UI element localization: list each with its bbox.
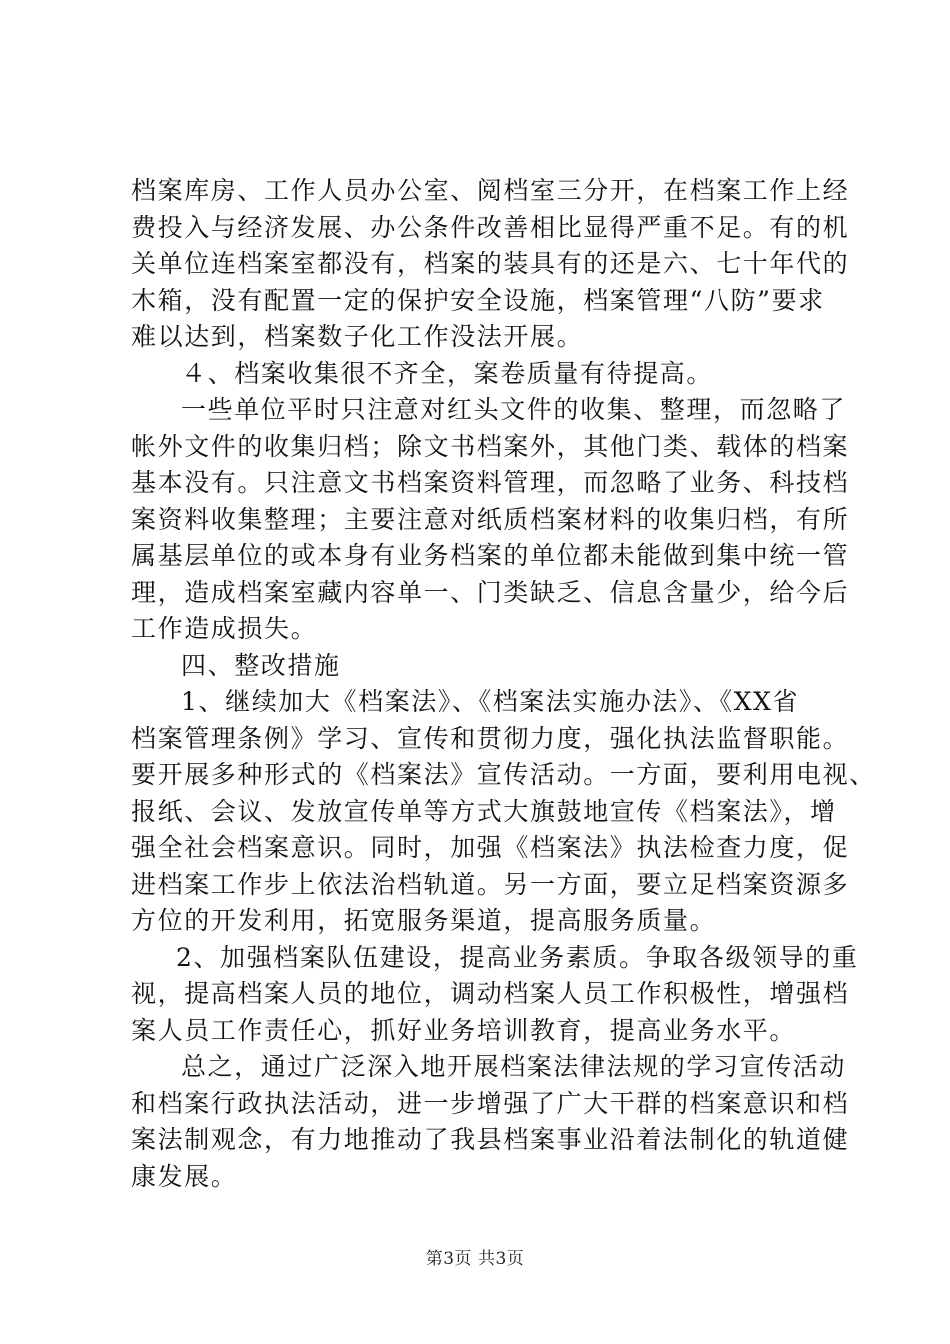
text-line: 工作造成损失。 [131,614,318,643]
text-line: 档案管理条例》学习、宣传和贯彻力度，强化执法监督职能。 [131,723,850,753]
section-heading: ４、档案收集很不齐全，案卷质量有待提高。 [181,358,714,388]
text-line: 案资料收集整理；主要注意对纸质档案材料的收集归档，有所 [131,504,850,534]
text-line: 关单位连档案室都没有，档案的装具有的还是六、七十年代的 [131,249,850,278]
text-line: 方位的开发利用，拓宽服务渠道，提高服务质量。 [131,906,717,935]
text-line: 和档案行政执法活动，进一步增强了广大干群的档案意识和档 [131,1088,850,1118]
page-number-footer: 第3页 共3页 [425,1249,525,1269]
text-line: 难以达到，档案数子化工作没法开展。 [131,322,584,351]
text-line: 案人员工作责任心，抓好业务培训教育，提高业务水平。 [131,1015,797,1045]
text-line: 1、继续加大《档案法》、《档案法实施办法》、《XX省 [181,687,800,716]
text-line: 木箱，没有配置一定的保护安全设施，档案管理“八防”要求 [131,285,825,315]
text-line: 帐外文件的收集归档；除文书档案外，其他门类、载体的档案 [131,431,850,461]
text-line: 要开展多种形式的《档案法》宣传活动。一方面，要利用电视、 [131,760,876,789]
text-line: 档案库房、工作人员办公室、阅档室三分开，在档案工作上经 [131,176,850,205]
text-line: 强全社会档案意识。同时，加强《档案法》执法检查力度，促 [131,833,850,862]
text-line: 理，造成档案室藏内容单一、门类缺乏、信息含量少，给今后 [131,577,850,607]
text-line: 一些单位平时只注意对红头文件的收集、整理，而忽略了 [181,395,847,424]
text-line: 进档案工作步上依法治档轨道。另一方面，要立足档案资源多 [131,869,850,899]
text-line: 案法制观念，有力地推动了我县档案事业沿着法制化的轨道健 [131,1125,850,1154]
text-line: 报纸、会议、发放宣传单等方式大旗鼓地宣传《档案法》，增 [131,796,837,826]
text-line: 基本没有。只注意文书档案资料管理，而忽略了业务、科技档 [131,468,850,497]
document-body [131,173,876,1195]
text-line: 视，提高档案人员的地位，调动档案人员工作积极性，增强档 [131,979,850,1008]
text-line: 总之，通过广泛深入地开展档案法律法规的学习宣传活动 [181,1052,847,1081]
text-line: 2、加强档案队伍建设，提高业务素质。争取各级领导的重 [176,942,859,972]
text-line: 康发展。 [131,1161,238,1191]
text-line: 费投入与经济发展、办公条件改善相比显得严重不足。有的机 [131,212,850,242]
section-heading: 四、整改措施 [181,650,341,680]
text-line: 属基层单位的或本身有业务档案的单位都未能做到集中统一管 [131,541,850,570]
